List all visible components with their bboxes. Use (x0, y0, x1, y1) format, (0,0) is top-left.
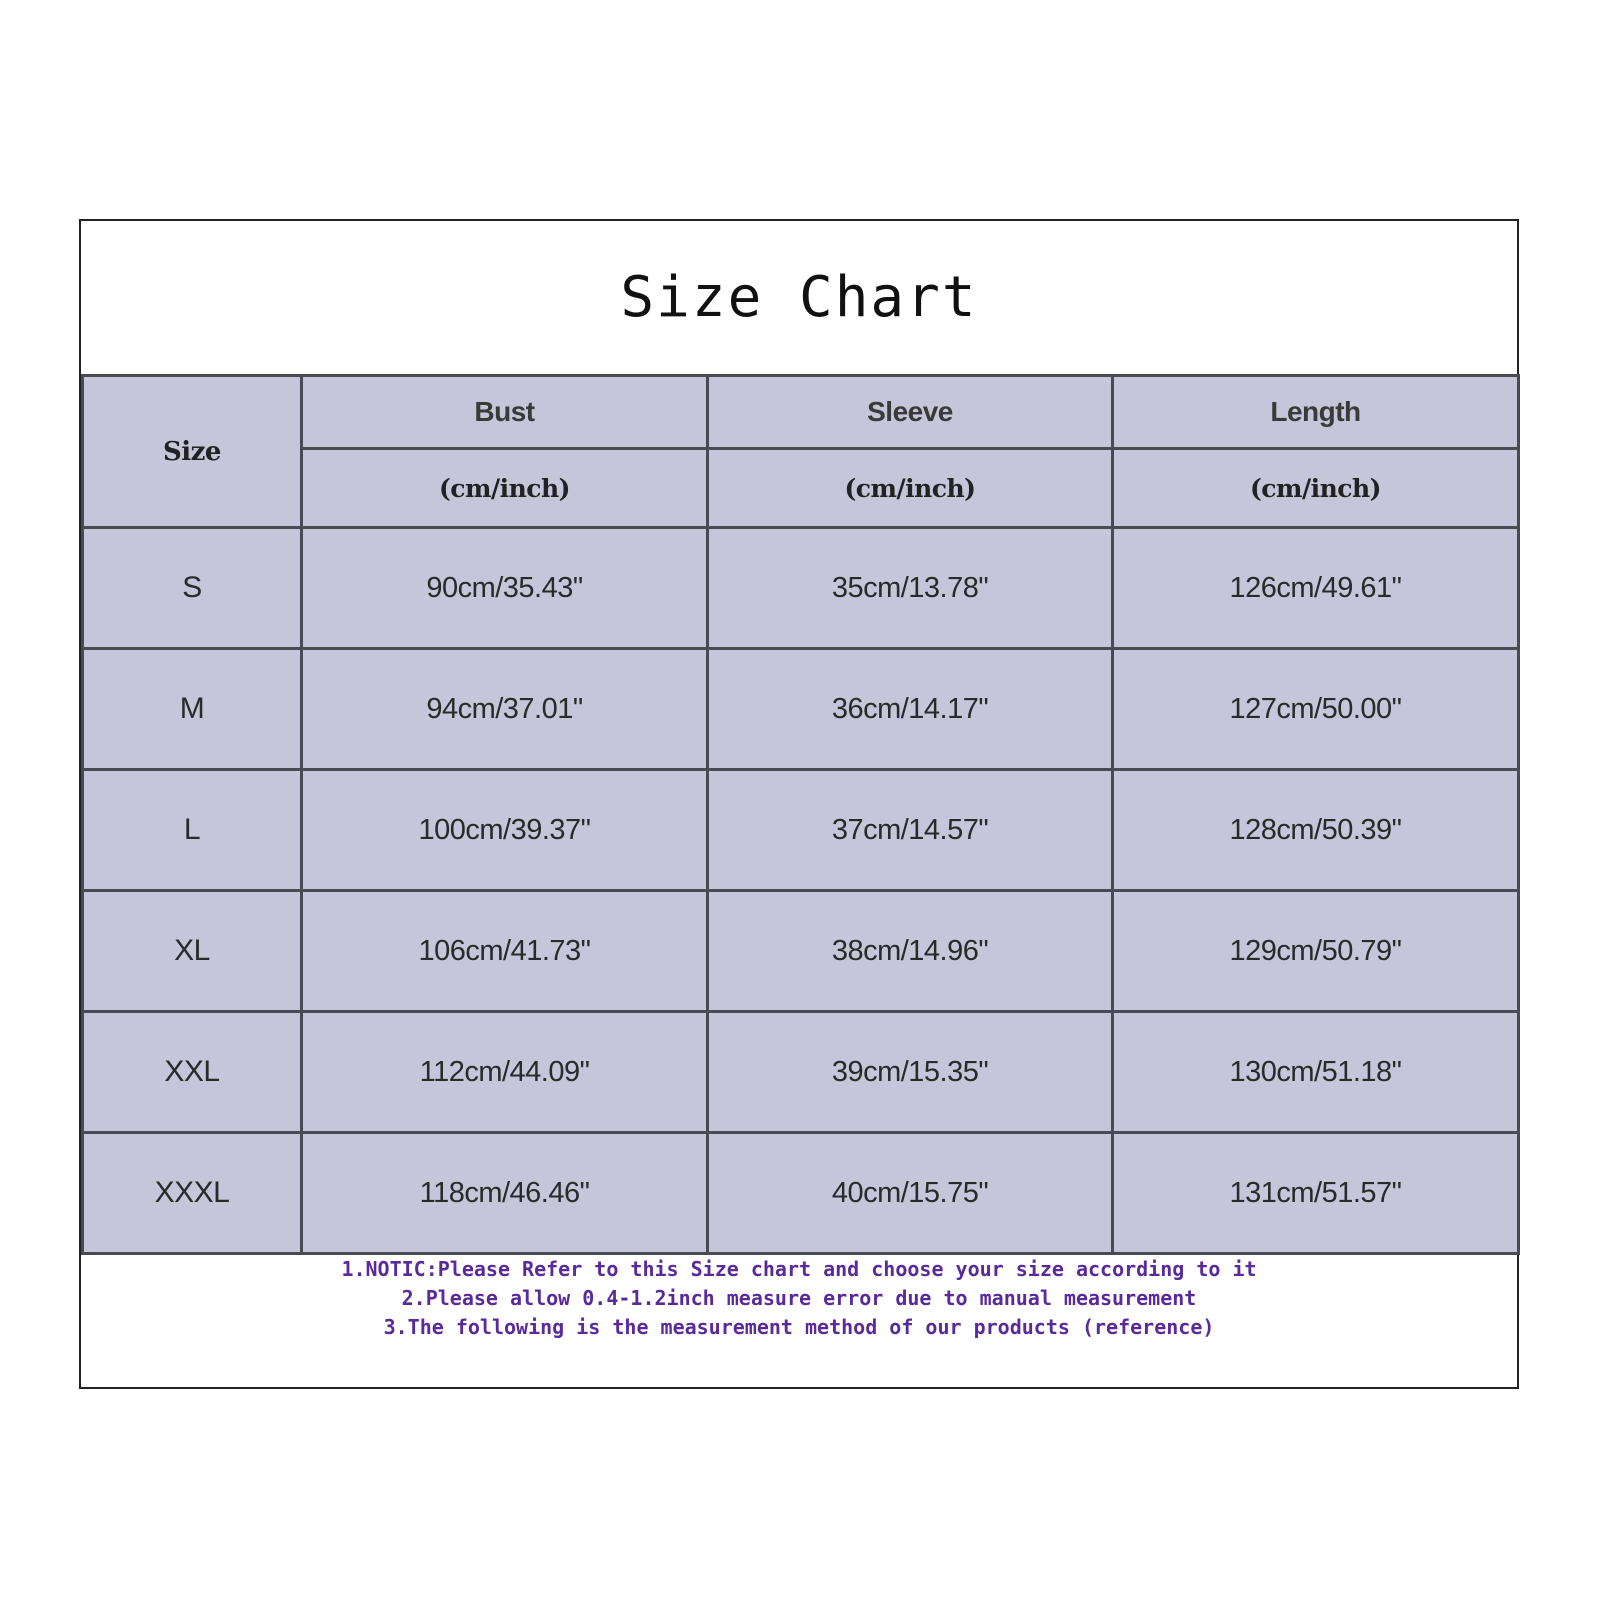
table-row (83, 891, 1519, 1012)
note-line-2: 2.Please allow 0.4-1.2inch measure error due to manual measurement (401, 1286, 1197, 1310)
bust-column-header: Bust (302, 376, 708, 449)
sleeve-column-header: Sleeve (708, 376, 1113, 449)
sleeve-cell: 37cm/14.57" (708, 770, 1113, 891)
bust-cell: 118cm/46.46" (302, 1133, 708, 1254)
sleeve-cell: 35cm/13.78" (708, 528, 1113, 649)
size-cell: S (83, 528, 302, 649)
bust-cell: 100cm/39.37" (302, 770, 708, 891)
length-cell: 126cm/49.61" (1113, 528, 1519, 649)
size-column-header: Size (83, 376, 302, 528)
size-cell: XL (83, 891, 302, 1012)
bust-cell: 112cm/44.09" (302, 1012, 708, 1133)
length-cell: 127cm/50.00" (1113, 649, 1519, 770)
size-cell: XXL (83, 1012, 302, 1133)
size-cell: M (83, 649, 302, 770)
table-row (83, 1133, 1519, 1254)
bust-cell: 94cm/37.01" (302, 649, 708, 770)
length-cell: 129cm/50.79" (1113, 891, 1519, 1012)
length-cell: 130cm/51.18" (1113, 1012, 1519, 1133)
note-line-3: 3.The following is the measurement method of our products (reference) (383, 1315, 1215, 1339)
table-row (83, 649, 1519, 770)
table-row (83, 528, 1519, 649)
table-row (83, 770, 1519, 891)
length-cell: 131cm/51.57" (1113, 1133, 1519, 1254)
notes-block (81, 1255, 1517, 1342)
bust-cell: 106cm/41.73" (302, 891, 708, 1012)
size-cell: XXXL (83, 1133, 302, 1254)
table-header-row (83, 376, 1519, 449)
size-table (81, 374, 1520, 1255)
bust-unit-label: (cm/inch) (302, 449, 708, 528)
page-title: Size Chart (620, 265, 978, 330)
length-column-header: Length (1113, 376, 1519, 449)
bust-cell: 90cm/35.43" (302, 528, 708, 649)
sleeve-cell: 39cm/15.35" (708, 1012, 1113, 1133)
size-cell: L (83, 770, 302, 891)
table-row (83, 1012, 1519, 1133)
sleeve-cell: 38cm/14.96" (708, 891, 1113, 1012)
sleeve-cell: 36cm/14.17" (708, 649, 1113, 770)
length-unit-label: (cm/inch) (1113, 449, 1519, 528)
note-line-1: 1.NOTIC:Please Refer to this Size chart and choose your size according to it (341, 1257, 1257, 1281)
sleeve-cell: 40cm/15.75" (708, 1133, 1113, 1254)
sleeve-unit-label: (cm/inch) (708, 449, 1113, 528)
length-cell: 128cm/50.39" (1113, 770, 1519, 891)
size-chart-frame (79, 219, 1519, 1389)
